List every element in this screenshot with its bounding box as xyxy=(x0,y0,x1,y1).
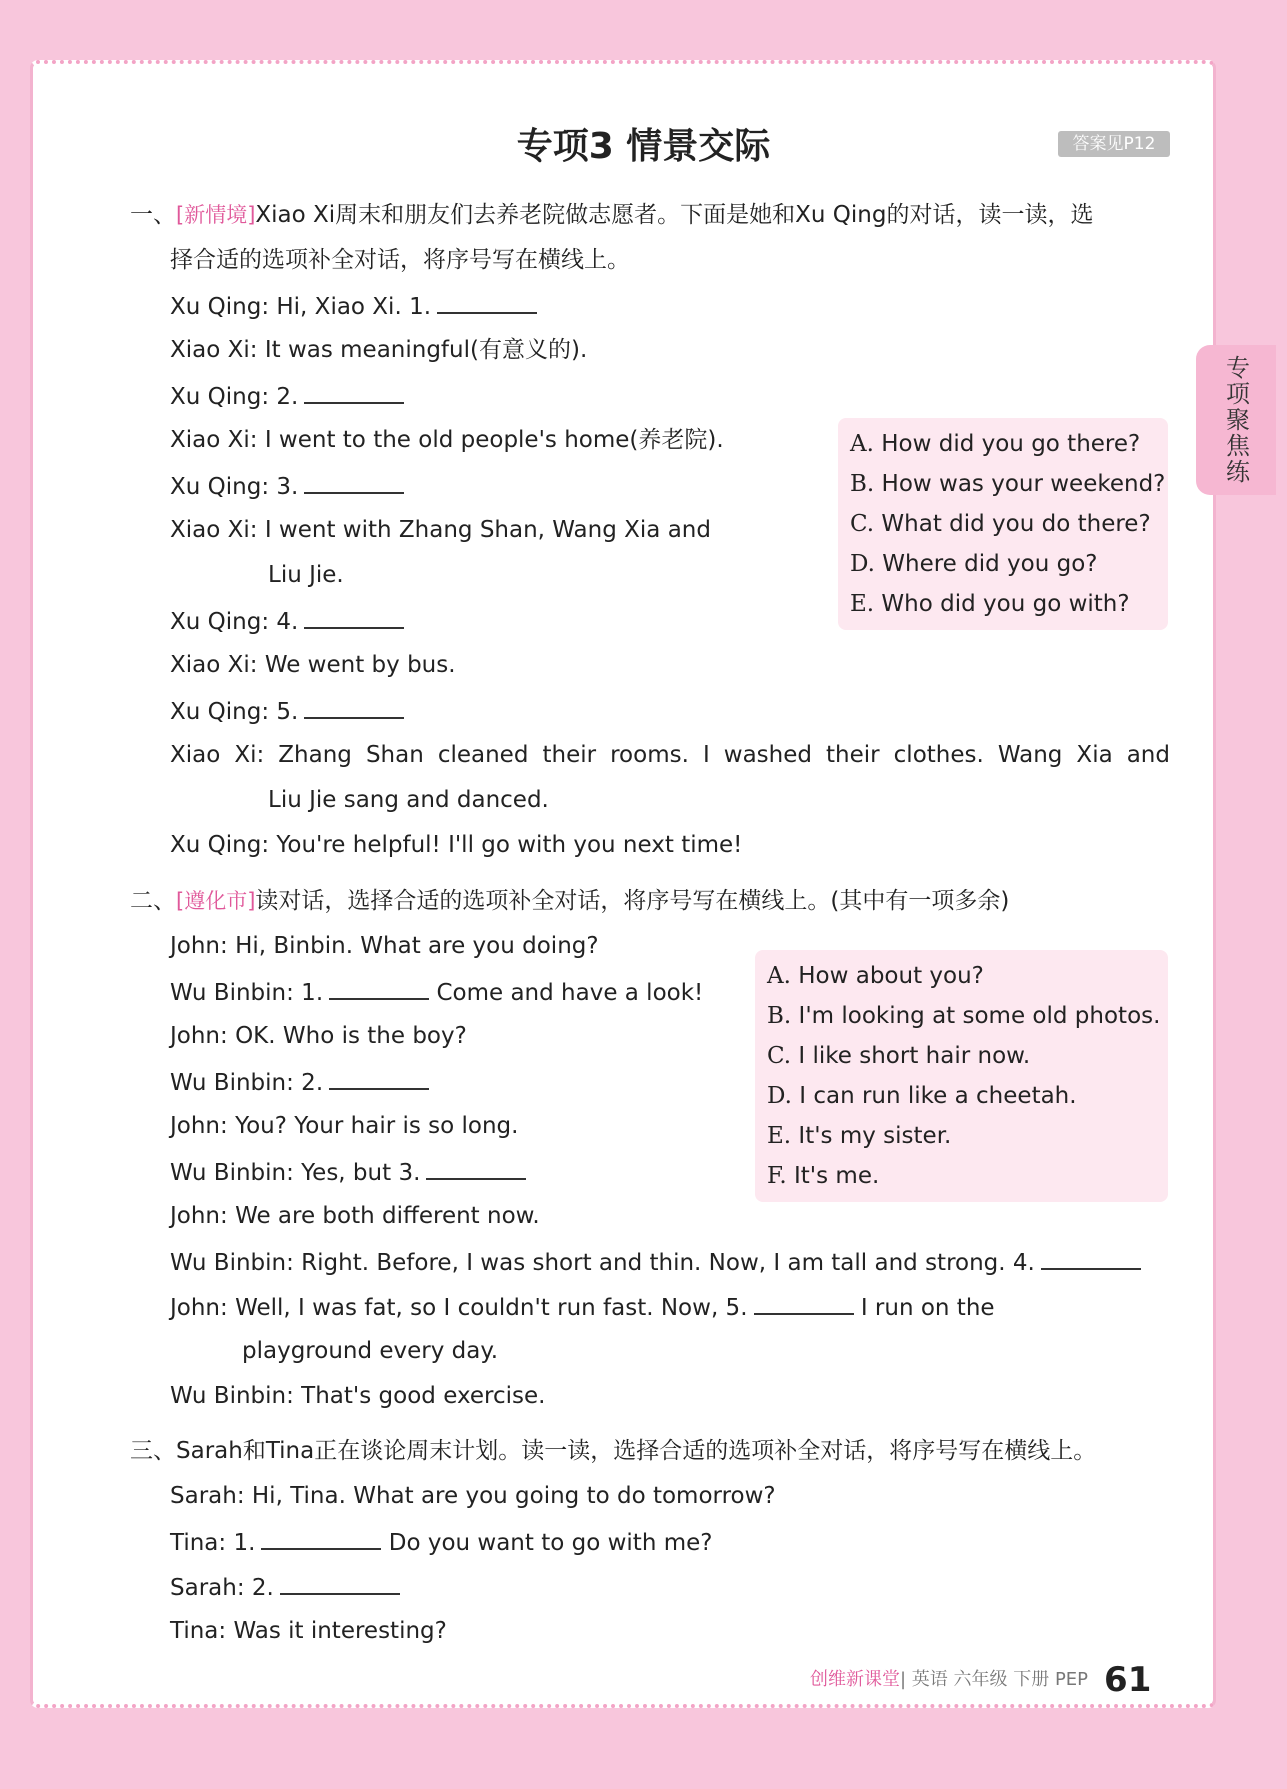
option-item: C. What did you do there? xyxy=(850,511,1151,537)
answer-blank[interactable] xyxy=(304,695,404,719)
option-item: D. I can run like a cheetah. xyxy=(767,1083,1077,1109)
answer-blank[interactable] xyxy=(1041,1246,1141,1270)
option-item: B. How was your weekend? xyxy=(850,471,1166,497)
option-item: D. Where did you go? xyxy=(850,551,1098,577)
answer-blank[interactable] xyxy=(329,976,429,1000)
q1-options-box xyxy=(838,418,1168,630)
q2-dialogue-line: John: Hi, Binbin. What are you doing? xyxy=(170,933,599,959)
q2-dialogue-line: John: Well, I was fat, so I couldn't run fast. Now, 5. I run on the xyxy=(170,1291,1170,1323)
q1-dialogue-line: Liu Jie sang and danced. xyxy=(268,787,549,813)
option-item: C. I like short hair now. xyxy=(767,1043,1031,1069)
footer-info: | 英语 六年级 下册 PEP xyxy=(900,1669,1089,1690)
q1-dialogue-line: Xu Qing: Hi, Xiao Xi. 1. xyxy=(170,290,1170,322)
q1-dialogue-line: Xu Qing: 4. xyxy=(170,605,1170,637)
q2-instruction xyxy=(130,886,1170,916)
q2-dialogue-line: Wu Binbin: Right. Before, I was short and thin. Now, I am tall and strong. 4. xyxy=(170,1246,1170,1278)
page-number: 61 xyxy=(1104,1660,1152,1700)
answer-blank[interactable] xyxy=(754,1291,854,1315)
option-item: B. I'm looking at some old photos. xyxy=(767,1003,1161,1029)
q3-dialogue-line: Tina: 1. Do you want to go with me? xyxy=(170,1526,1170,1558)
answer-blank[interactable] xyxy=(304,380,404,404)
option-item: E. It's my sister. xyxy=(767,1123,952,1149)
q2-instruction-text: 读对话，选择合适的选项补全对话，将序号写在横线上。(其中有一项多余) xyxy=(255,888,1010,914)
answer-blank[interactable] xyxy=(437,290,537,314)
q3-number: 三、 xyxy=(130,1438,176,1464)
q1-dialogue-line: Xu Qing: 5. xyxy=(170,695,1170,727)
answer-blank[interactable] xyxy=(329,1066,429,1090)
q2-dialogue-line: John: You? Your hair is so long. xyxy=(170,1113,519,1139)
q3-dialogue-line: Tina: Was it interesting? xyxy=(170,1618,447,1644)
q1-dialogue-line: Liu Jie. xyxy=(268,562,344,588)
option-item: A. How about you? xyxy=(767,963,984,989)
option-item: E. Who did you go with? xyxy=(850,591,1130,617)
q2-dialogue-line: playground every day. xyxy=(242,1338,499,1364)
answer-blank[interactable] xyxy=(426,1156,526,1180)
q1-dialogue-line: Xiao Xi: I went to the old people's home(养老院). xyxy=(170,427,724,453)
q3-instruction xyxy=(130,1436,1170,1466)
side-tab xyxy=(1196,345,1276,495)
q2-dialogue-line: Wu Binbin: Yes, but 3. xyxy=(170,1156,1170,1188)
q1-dialogue-line: Xu Qing: 2. xyxy=(170,380,1170,412)
answer-blank[interactable] xyxy=(280,1571,400,1595)
q2-tag: [遵化市] xyxy=(176,889,256,913)
option-item: F. It's me. xyxy=(767,1163,880,1189)
answer-blank[interactable] xyxy=(304,470,404,494)
q1-dialogue-line: Xiao Xi: Zhang Shan cleaned their rooms. I washed their clothes. Wang Xia and xyxy=(170,742,1170,768)
q1-dialogue-line: Xiao Xi: I went with Zhang Shan, Wang Xia and xyxy=(170,517,711,543)
q1-dialogue-line: Xiao Xi: It was meaningful(有意义的). xyxy=(170,337,588,363)
q1-instruction-line1 xyxy=(130,200,1170,230)
q1-tag: [新情境] xyxy=(176,203,256,227)
q2-dialogue-line: John: OK. Who is the boy? xyxy=(170,1023,467,1049)
q2-dialogue-line: Wu Binbin: 1. Come and have a look! xyxy=(170,976,1170,1008)
q1-number: 一、 xyxy=(130,202,176,228)
q3-dialogue-line: Sarah: Hi, Tina. What are you going to do tomorrow? xyxy=(170,1483,776,1509)
page-footer xyxy=(810,1660,1190,1700)
q2-number: 二、 xyxy=(130,888,176,914)
q3-instruction-text: Sarah和Tina正在谈论周末计划。读一读，选择合适的选项补全对话，将序号写在横线上。 xyxy=(176,1438,1097,1464)
q2-options-box xyxy=(755,950,1168,1202)
answer-reference-badge: 答案见P12 xyxy=(1058,131,1170,157)
q1-dialogue-line: Xiao Xi: We went by bus. xyxy=(170,652,456,678)
footer-brand: 创维新课堂 xyxy=(810,1669,900,1690)
q1-instruction-line2: 择合适的选项补全对话，将序号写在横线上。 xyxy=(170,247,630,273)
q1-instruction-text: Xiao Xi周末和朋友们去养老院做志愿者。下面是她和Xu Qing的对话，读一读，选 xyxy=(255,202,1094,228)
q2-dialogue-line: John: We are both different now. xyxy=(170,1203,540,1229)
answer-blank[interactable] xyxy=(261,1526,381,1550)
q1-dialogue-line: Xu Qing: You're helpful! I'll go with you next time! xyxy=(170,832,743,858)
q1-dialogue-line: Xu Qing: 3. xyxy=(170,470,1170,502)
option-item: A. How did you go there? xyxy=(850,431,1141,457)
page-title: 专项3 情景交际 xyxy=(516,126,771,167)
q3-dialogue-line: Sarah: 2. xyxy=(170,1571,1170,1603)
side-tab-label: 专项聚焦练 xyxy=(1221,355,1250,485)
answer-blank[interactable] xyxy=(304,605,404,629)
q2-dialogue-line: Wu Binbin: 2. xyxy=(170,1066,1170,1098)
q2-dialogue-line: Wu Binbin: That's good exercise. xyxy=(170,1383,546,1409)
